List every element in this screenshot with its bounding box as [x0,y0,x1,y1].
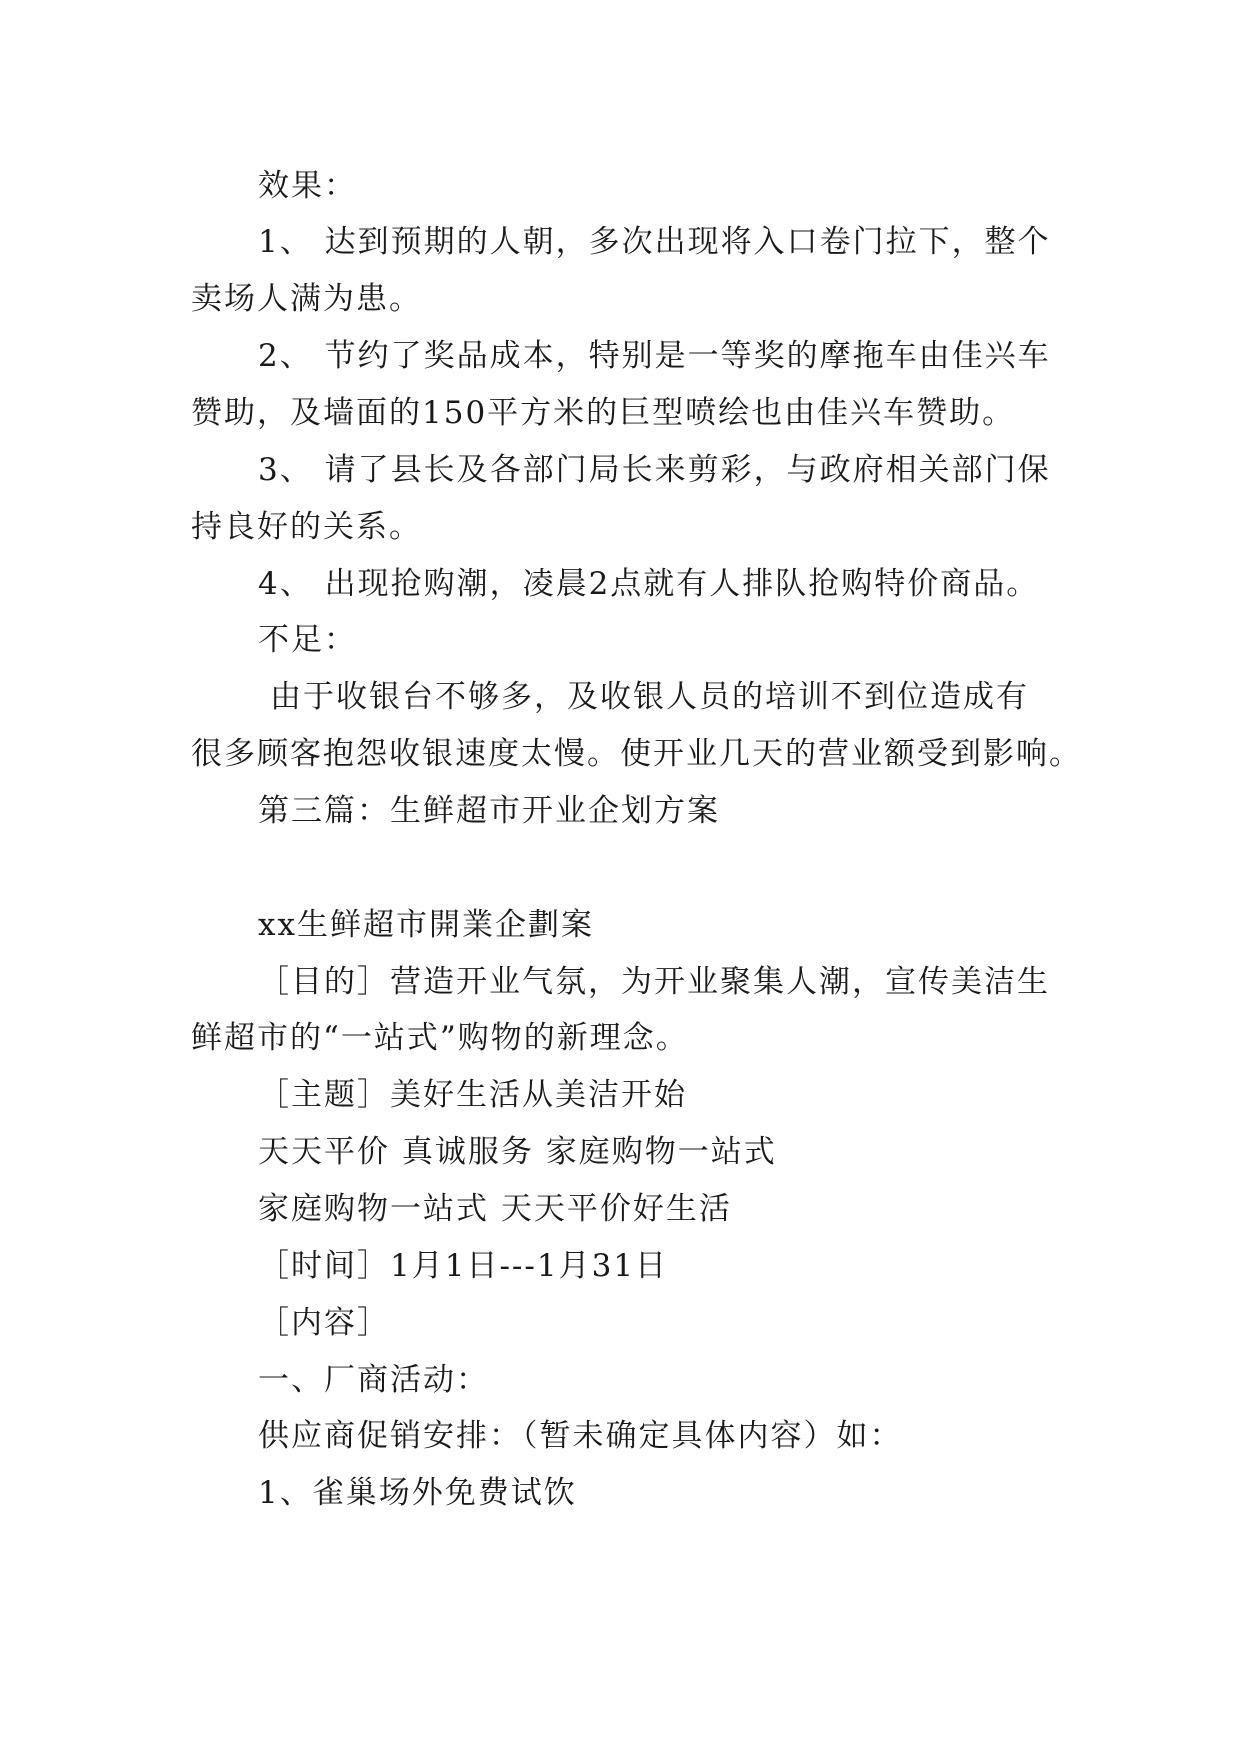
purpose-paragraph: ［目的］营造开业气氛，为开业聚集人潮，宣传美洁生 [258,964,1050,1000]
chapter-title: 第三篇：生鲜超市开业企划方案 [258,793,720,829]
section-heading-shortcoming: 不足： [258,622,357,658]
content-heading: ［内容］ [258,1305,390,1341]
list-item-1: 1、 达到预期的人朝，多次出现将入口卷门拉下，整个 [258,224,1051,260]
theme-line: ［主题］美好生活从美洁开始 [258,1077,687,1113]
paragraph-shortcoming-continued: 很多顾客抱怨收银速度太慢。使开业几天的营业额受到影响。 [191,736,1082,772]
section-heading-effect: 效果： [258,168,357,204]
paragraph-shortcoming: 由于收银台不够多，及收银人员的培训不到位造成有 [270,679,1029,715]
supplier-item-1: 1、雀巢场外免费试饮 [258,1475,577,1511]
list-item-4: 4、 出现抢购潮，凌晨2点就有人排队抢购特价商品。 [258,566,1040,602]
list-item-2: 2、 节约了奖品成本，特别是一等奖的摩拖车由佳兴车 [258,338,1051,374]
supplier-promotion-line: 供应商促销安排：（暂未确定具体内容）如： [258,1418,903,1454]
list-item-2-continued: 赞助，及墙面的150平方米的巨型喷绘也由佳兴车赞助。 [191,395,1016,431]
slogan-line-1: 天天平价 真诚服务 家庭购物一站式 [258,1134,777,1170]
list-item-3-continued: 持良好的关系。 [191,509,422,545]
time-line: ［时间］1月1日---1月31日 [258,1248,669,1284]
purpose-paragraph-continued: 鲜超市的“一站式”购物的新理念。 [191,1020,689,1056]
list-item-1-continued: 卖场人满为患。 [191,281,422,317]
list-item-3: 3、 请了县长及各部门局长来剪彩，与政府相关部门保 [258,452,1051,488]
slogan-line-2: 家庭购物一站式 天天平价好生活 [258,1191,732,1227]
vendor-activity-heading: 一、厂商活动： [258,1362,489,1398]
plan-title: xx生鲜超市開業企劃案 [258,907,594,943]
